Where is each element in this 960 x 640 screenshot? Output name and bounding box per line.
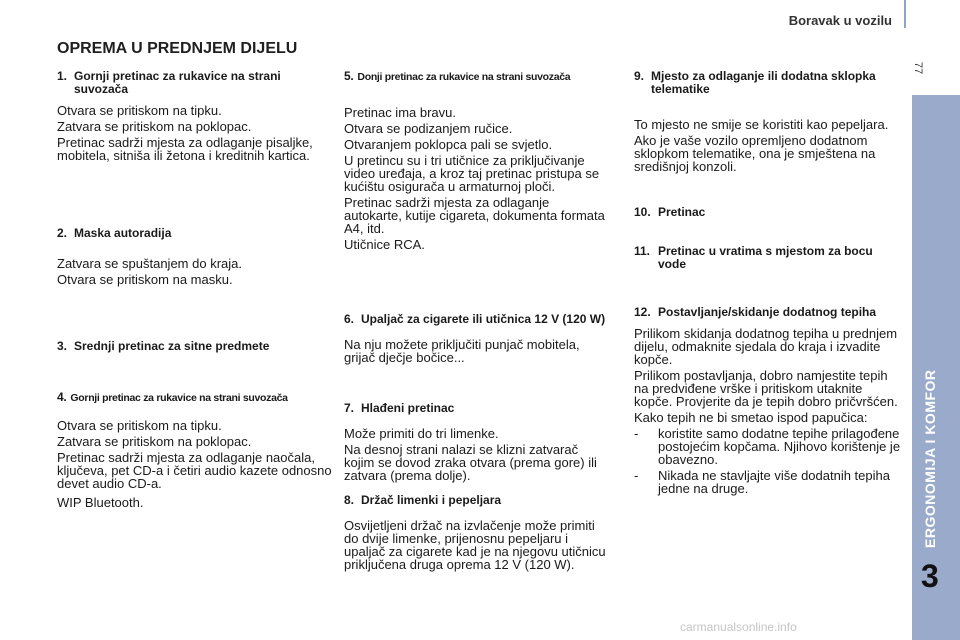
section-10: 10. Pretinac	[634, 205, 706, 219]
section-2: 2. Maska autoradija Zatvara se spuštanjem do kraja. Otvara se pritiskom na masku.	[57, 226, 242, 287]
list-item: - koristite samo dodatne tepihe prilagođene postojećim kopčama. Njihovo korištenje je obavezno.	[634, 427, 904, 466]
list-item: - Nikada ne stavljajte više dodatnih tepiha jedne na druge.	[634, 469, 904, 495]
page-title: OPREMA U PREDNJEM DIJELU	[57, 40, 298, 57]
section-5: 5. Donji pretinac za rukavice na strani suvozača Pretinac ima bravu. Otvara se podizanjem ručice. Otvaranjem poklopca pali se svjetlo. U pretincu su i tri utičnice za priključivanje video uređaja, a kroz taj pretinac pristupa se kućištu osigurača u armaturnoj ploči. Pretinac sadrži mjesta za odlaganje autokarte, kutije cigareta, dokumenta formata A4, itd. Utičnice RCA.	[344, 69, 605, 252]
section-11: 11. Pretinac u vratima s mjestom za bocu vode	[634, 244, 873, 271]
section-6: 6. Upaljač za cigarete ili utičnica 12 V (120 W) Na nju možete priključiti punjač mobitela, grijač dječje bočice...	[344, 312, 606, 365]
chapter-number: 3	[921, 558, 939, 594]
section-1: 1. Gornji pretinac za rukavice na strani suvozača Otvara se pritiskom na tipku. Zatvara se pritiskom na poklopac. Pretinac sadrži mjesta za odlaganje pisaljke, mobitela, sitniša ili žetona i kreditnih kartica.	[57, 69, 313, 163]
section-12: 12. Postavljanje/skidanje dodatnog tepiha Prilikom skidanja dodatnog tepiha u prednjem dijelu, odmaknite sjedala do kraja i izvadite kopče. Prilikom postavljanja, dobro namjestite tepih na predviđene vrške i pritiskom utaknite kopče. Provjerite da je tepih dobro pričvršćen. Kako tepih ne bi smetao ispod papučica: - koristite samo dodatne tepihe prilagođene postojećim kopčama. Njihovo korištenje je obavezno. - Nikada ne stavljajte više dodatnih tepiha jedne na druge.	[634, 306, 904, 498]
header-title: Boravak u vozilu	[788, 13, 892, 28]
watermark: carmanualsonline.info	[680, 620, 797, 634]
page-number: 77	[912, 61, 925, 75]
section-3: 3. Srednji pretinac za sitne predmete	[57, 339, 270, 353]
chapter-tab-label: ERGONOMIJA I KOMFOR	[922, 369, 938, 548]
section-4: 4. Gornji pretinac za rukavice na strani suvozača Otvara se pritiskom na tipku. Zatvara se pritiskom na poklopac. Pretinac sadrži mjesta za odlaganje naočala, ključeva, pet CD-a i četiri audio kazete odnosno devet audio CD-a. WIP Bluetooth.	[57, 390, 332, 510]
section-7: 7. Hlađeni pretinac Može primiti do tri limenke. Na desnoj strani nalazi se klizni zatvarač kojim se dovod zraka otvara (prema gore) ili zatvara (prema dolje).	[344, 401, 597, 483]
header-divider	[904, 0, 906, 28]
section-8: 8. Držač limenki i pepeljara Osvijetljeni držač na izvlačenje može primiti do dvije limenke, prijenosnu pepeljaru i upaljač za cigarete kad je na njegovu utičnicu priključena druga oprema 12 V (120 W).	[344, 493, 606, 572]
section-9: 9. Mjesto za odlaganje ili dodatna sklopka telematike To mjesto ne smije se koristiti kao pepeljara. Ako je vaše vozilo opremljeno dodatnom sklopkom telematike, ona je smještena na središnjoj konzoli.	[634, 69, 889, 174]
